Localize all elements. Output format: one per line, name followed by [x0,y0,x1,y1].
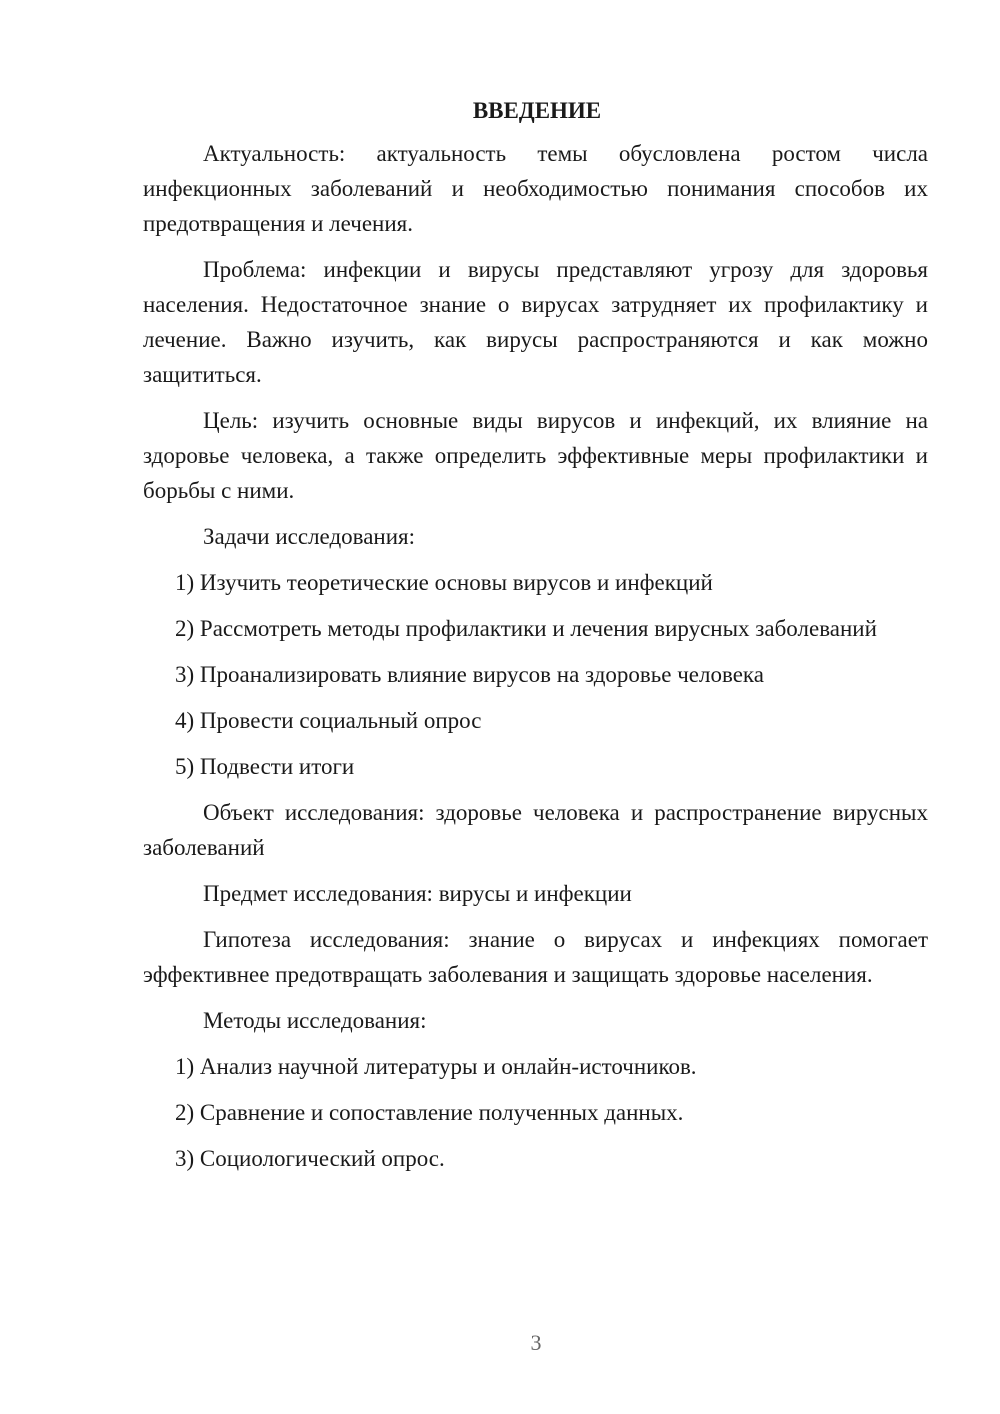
problem-paragraph: Проблема: инфекции и вирусы представляют угрозу для здоровья населения. Недостаточное знание о вирусах затрудняет их профилактику и лечение. Важно изучить, как вирусы распространяются и как можно защититься. [143,257,928,387]
object-paragraph: Объект исследования: здоровье человека и распространение вирусных заболеваний [143,800,928,860]
page-number: 3 [530,1330,542,1355]
goal-paragraph: Цель: изучить основные виды вирусов и инфекций, их влияние на здоровье человека, а также определить эффективные меры профилактики и борьбы с ними. [143,408,928,503]
task-item-2: 2) Рассмотреть методы профилактики и лечения вирусных заболеваний [175,616,877,641]
hypothesis-paragraph: Гипотеза исследования: знание о вирусах и инфекциях помогает эффективнее предотвращать заболевания и защищать здоровье населения. [143,927,928,987]
page-content [143,93,928,1187]
subject-paragraph: Предмет исследования: вирусы и инфекции [203,881,632,906]
method-item-3: 3) Социологический опрос. [175,1146,445,1171]
task-item-5: 5) Подвести итоги [175,754,355,779]
task-item-4: 4) Провести социальный опрос [175,708,482,733]
tasks-title: Задачи исследования: [203,524,416,549]
method-item-2: 2) Сравнение и сопоставление полученных данных. [175,1100,684,1125]
method-item-1: 1) Анализ научной литературы и онлайн-источников. [175,1054,697,1079]
task-item-1: 1) Изучить теоретические основы вирусов и инфекций [175,570,713,595]
methods-title: Методы исследования: [203,1008,427,1033]
section-heading: ВВЕДЕНИЕ [472,98,602,123]
task-item-3: 3) Проанализировать влияние вирусов на здоровье человека [175,662,764,687]
relevance-paragraph: Актуальность: актуальность темы обусловлена ростом числа инфекционных заболеваний и необходимостью понимания способов их предотвращения и лечения. [143,141,928,236]
